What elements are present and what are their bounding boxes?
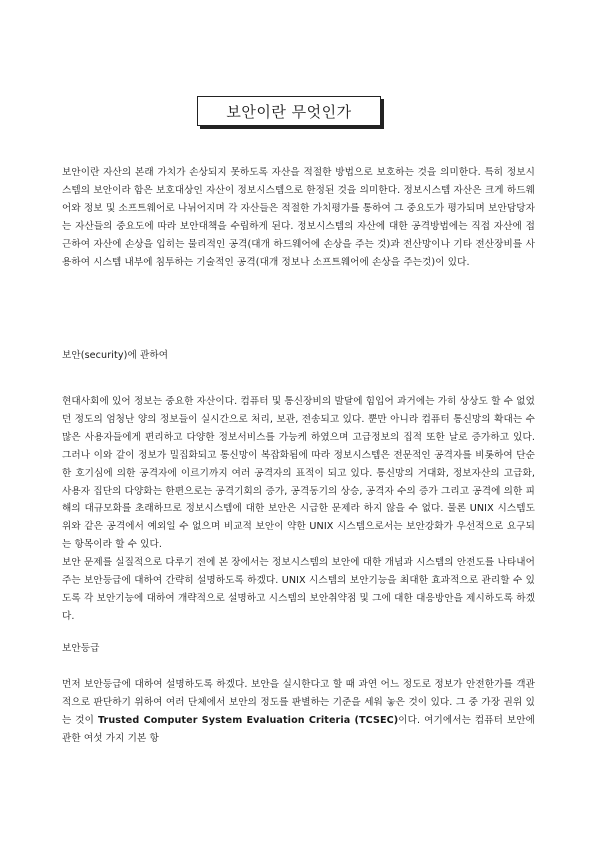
tcsec-name: Trusted Computer System Evaluation Criteria (TCSEC) — [97, 714, 399, 726]
intro-paragraph: 보안이란 자산의 본래 가치가 손상되지 못하도록 자산을 적절한 방법으로 보호하는 것을 의미한다. 특히 정보시스템의 보안이라 함은 보호대상인 자산이 정보시스템으로 한정된 것을 의미한다. 정보시스템 자산은 크게 하드웨어와 정보 및 소프트웨어로 나뉘어지며 각 자산들은 적절한 가치평가를 통하여 그 중요도가 평가되며 보안담당자는 자산들의 중요도에 따라 보안대책을 수립하게 된다. 정보시스템의 자산에 대한 공격방법에는 직접 자산에 접근하여 자산에 손상을 입히는 물리적인 공격(대개 하드웨어에 손상을 주는 것)과 전산망이나 기타 전산장비를 사용하여 시스템 내부에 침투하는 기술적인 공격(대개 정보나 소프트웨어에 손상을 주는것)이 있다. — [62, 167, 535, 268]
section-heading-security-level: 보안등급 — [62, 643, 100, 654]
document-title: 보안이란 무엇인가 — [197, 96, 381, 126]
security-level-text-2: 이다. 여기에서는 컴퓨터 보안에 관한 여섯 가지 기본 항 — [62, 714, 535, 744]
security-paragraph: 현대사회에 있어 정보는 중요한 자산이다. 컴퓨터 및 통신장비의 발달에 힘입어 과거에는 가히 상상도 할 수 없었던 정도의 엄청난 양의 정보들이 실시간으로 처리, 보관, 전송되고 있다. 뿐만 아니라 컴퓨터 통신망의 확대는 수많은 사용자들에게 편리하고 다양한 정보서비스를 가능케 하였으며 고급정보의 집적 또한 날로 증가하고 있다. 그러나 이와 같이 정보가 밀집화되고 통신망이 복잡화됨에 따라 정보시스템은 전문적인 공격자를 비롯하여 단순한 호기심에 의한 공격자에 이르기까지 여러 공격자의 표적이 되고 있다. 통신망의 거대화, 정보자산의 고급화, 사용자 집단의 다양화는 한편으로는 공격기회의 증가, 공격동기의 상승, 공격자 수의 증가 그리고 공격에 의한 피해의 대규모화를 초래하므로 정보시스템에 대한 보안은 시급한 문제라 하지 않을 수 없다. 물론 UNIX 시스템도 위와 같은 공격에서 예외일 수 없으며 비교적 보안이 약한 UNIX 시스템으로서는 보안강화가 우선적으로 요구되는 항목이라 할 수 있다. — [62, 396, 535, 551]
security-level-text-1: 먼저 보안등급에 대하여 설명하도록 하겠다. 보안을 실시한다고 할 때 과연 어느 정도로 정보가 안전한가를 객관적으로 판단하기 위하여 여러 단체에서 보안의 정도를 판별하는 기준을 세워 놓은 것이 있다. 그 중 가장 권위 있는 것이 — [62, 679, 535, 726]
security-paragraph-2: 보안 문제를 실질적으로 다루기 전에 본 장에서는 정보시스템의 보안에 대한 개념과 시스템의 안전도를 나타내어 주는 보안등급에 대하여 간략히 설명하도록 하겠다. UNIX 시스템의 보안기능을 최대한 효과적으로 관리할 수 있도록 각 보안기능에 대하여 개략적으로 설명하고 시스템의 보안취약점 및 그에 대한 대응방안을 제시하도록 하겠다. — [62, 557, 535, 622]
security-level-paragraph — [62, 676, 535, 748]
security-section-body — [62, 393, 535, 626]
section-heading-security: 보안(security)에 관하여 — [62, 350, 169, 361]
